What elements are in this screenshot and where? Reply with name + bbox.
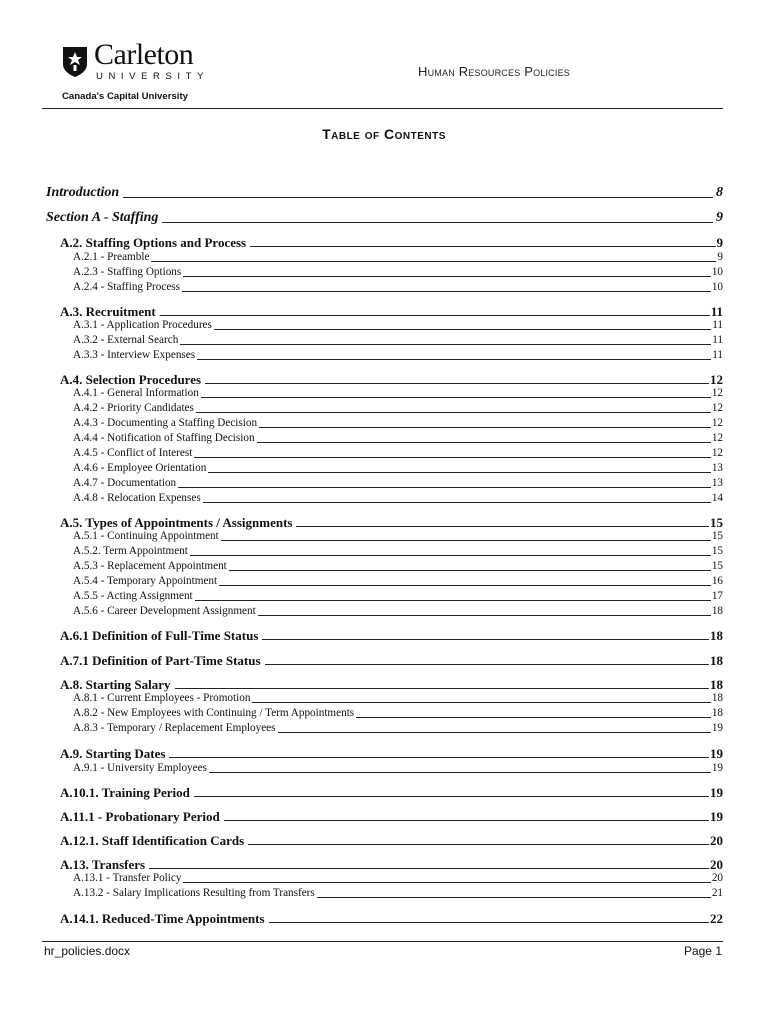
toc-chapter-entry[interactable] bbox=[60, 653, 723, 668]
toc-subentry[interactable] bbox=[73, 447, 723, 460]
toc-entry-label: A.13.2 - Salary Implications Resulting from Transfers bbox=[73, 887, 315, 899]
toc-leader-line bbox=[151, 261, 716, 262]
toc-subentry[interactable] bbox=[73, 251, 723, 264]
logo-university: UNIVERSITY bbox=[96, 71, 210, 82]
toc-leader-line bbox=[190, 555, 711, 556]
toc-entry-label: A.4.7 - Documentation bbox=[73, 477, 177, 489]
toc-entry-label: A.4.1 - General Information bbox=[73, 387, 199, 399]
toc-leader-line bbox=[262, 639, 709, 640]
toc-subentry[interactable] bbox=[73, 349, 723, 362]
toc-entry-label: A.5.6 - Career Development Assignment bbox=[73, 605, 256, 617]
toc-leader-line bbox=[221, 540, 711, 541]
toc-entry-label: A.4.2 - Priority Candidates bbox=[73, 402, 194, 414]
toc-leader-line bbox=[197, 359, 711, 360]
toc-heading: Table of Contents bbox=[322, 126, 446, 142]
footer-filename: hr_policies.docx bbox=[44, 944, 131, 958]
toc-chapter-entry[interactable] bbox=[60, 911, 723, 926]
toc-entry-page: 18 bbox=[711, 605, 723, 617]
toc-entry-label: A.3. Recruitment bbox=[60, 304, 156, 319]
toc-leader-line bbox=[265, 664, 709, 665]
toc-entry-label: A.4.3 - Documenting a Staffing Decision bbox=[73, 417, 258, 429]
toc-entry-label: A.5.5 - Acting Assignment bbox=[73, 590, 193, 602]
toc-entry-page: 12 bbox=[711, 447, 723, 459]
toc-subentry[interactable] bbox=[73, 575, 723, 588]
toc-leader-line bbox=[208, 472, 711, 473]
toc-subentry[interactable] bbox=[73, 722, 723, 735]
shield-icon bbox=[62, 46, 88, 78]
toc-entry-page: 8 bbox=[716, 185, 723, 200]
toc-chapter-entry[interactable] bbox=[60, 677, 723, 692]
toc-entry-page: 13 bbox=[711, 477, 723, 489]
toc-entry-page: 9 bbox=[717, 251, 723, 263]
toc-subentry[interactable] bbox=[73, 402, 723, 415]
toc-entry-label: A.5.3 - Replacement Appointment bbox=[73, 560, 227, 572]
toc-entry-label: A.11.1 - Probationary Period bbox=[60, 809, 220, 824]
toc-entry-page: 12 bbox=[710, 372, 723, 387]
toc-entry-page: 11 bbox=[710, 304, 723, 319]
toc-entry-label: A.5. Types of Appointments / Assignments bbox=[60, 515, 293, 530]
toc-leader-line bbox=[180, 344, 711, 345]
toc-entry-label: A.8.2 - New Employees with Continuing / Term Appointments bbox=[73, 707, 355, 719]
toc-leader-line bbox=[203, 502, 711, 503]
toc-entry-page: 20 bbox=[711, 872, 723, 884]
toc-entry-label: A.4.5 - Conflict of Interest bbox=[73, 447, 193, 459]
toc-entry-label: A.3.1 - Application Procedures bbox=[73, 319, 212, 331]
toc-subentry[interactable] bbox=[73, 492, 723, 505]
toc-subentry[interactable] bbox=[73, 266, 723, 279]
toc-subentry[interactable] bbox=[73, 387, 723, 400]
toc-leader-line bbox=[248, 844, 709, 845]
toc-leader-line bbox=[209, 772, 711, 773]
toc-subentry[interactable] bbox=[73, 762, 723, 775]
toc-entry-page: 15 bbox=[711, 560, 723, 572]
toc-entry-label: A.2.1 - Preamble bbox=[73, 251, 150, 263]
toc-entry-label: A.4. Selection Procedures bbox=[60, 372, 202, 387]
toc-subentry[interactable] bbox=[73, 319, 723, 332]
toc-entry-page: 11 bbox=[712, 334, 723, 346]
toc-entry-page: 18 bbox=[710, 677, 723, 692]
toc-entry-page: 10 bbox=[711, 266, 723, 278]
toc-section-entry[interactable] bbox=[46, 210, 723, 226]
toc-subentry[interactable] bbox=[73, 560, 723, 573]
toc-subentry[interactable] bbox=[73, 605, 723, 618]
toc-entry-page: 20 bbox=[710, 833, 723, 848]
toc-entry-label: A.5.2. Term Appointment bbox=[73, 545, 188, 557]
logo-tagline: Canada's Capital University bbox=[62, 91, 188, 102]
toc-entry-page: 19 bbox=[710, 785, 723, 800]
toc-subentry[interactable] bbox=[73, 462, 723, 475]
toc-entry-label: A.2.4 - Staffing Process bbox=[73, 281, 180, 293]
toc-entry-label: A.3.2 - External Search bbox=[73, 334, 179, 346]
toc-leader-line bbox=[160, 315, 710, 316]
toc-chapter-entry[interactable] bbox=[60, 857, 723, 872]
toc-entry-page: 12 bbox=[711, 402, 723, 414]
toc-leader-line bbox=[269, 922, 709, 923]
toc-entry-page: 9 bbox=[716, 210, 723, 225]
toc-leader-line bbox=[194, 457, 711, 458]
toc-leader-line bbox=[194, 796, 709, 797]
toc-subentry[interactable] bbox=[73, 872, 723, 885]
toc-entry-label: A.5.4 - Temporary Appointment bbox=[73, 575, 218, 587]
toc-chapter-entry[interactable] bbox=[60, 372, 723, 387]
toc-entry-label: A.14.1. Reduced-Time Appointments bbox=[60, 911, 265, 926]
toc-entry-page: 21 bbox=[711, 887, 723, 899]
toc-entry-page: 11 bbox=[712, 349, 723, 361]
toc-entry-label: A.8.3 - Temporary / Replacement Employees bbox=[73, 722, 276, 734]
toc-entry-page: 18 bbox=[710, 653, 723, 668]
toc-entry-page: 17 bbox=[711, 590, 723, 602]
toc-entry-label: A.5.1 - Continuing Appointment bbox=[73, 530, 219, 542]
toc-chapter-entry[interactable] bbox=[60, 833, 723, 848]
toc-entry-page: 10 bbox=[711, 281, 723, 293]
toc-entry-page: 14 bbox=[711, 492, 723, 504]
toc-entry-label: A.7.1 Definition of Part-Time Status bbox=[60, 653, 261, 668]
toc-leader-line bbox=[356, 717, 711, 718]
toc-entry-label: A.8. Starting Salary bbox=[60, 677, 171, 692]
toc-leader-line bbox=[205, 383, 709, 384]
toc-leader-line bbox=[196, 412, 711, 413]
toc-entry-label: Introduction bbox=[46, 185, 120, 200]
toc-leader-line bbox=[183, 276, 711, 277]
toc-entry-page: 16 bbox=[711, 575, 723, 587]
toc-entry-page: 18 bbox=[711, 692, 723, 704]
toc-entry-label: A.12.1. Staff Identification Cards bbox=[60, 833, 245, 848]
logo-wordmark: Carleton bbox=[94, 38, 194, 71]
toc-entry-page: 9 bbox=[716, 235, 723, 250]
toc-leader-line bbox=[229, 570, 711, 571]
toc-entry-label: A.4.4 - Notification of Staffing Decision bbox=[73, 432, 255, 444]
toc-entry-label: A.13. Transfers bbox=[60, 857, 146, 872]
toc-chapter-entry[interactable] bbox=[60, 628, 723, 643]
toc-entry-label: A.2. Staffing Options and Process bbox=[60, 235, 247, 250]
toc-entry-label: A.9. Starting Dates bbox=[60, 746, 166, 761]
toc-entry-page: 12 bbox=[711, 417, 723, 429]
toc-leader-line bbox=[178, 487, 711, 488]
toc-subentry[interactable] bbox=[73, 545, 723, 558]
toc-chapter-entry[interactable] bbox=[60, 785, 723, 800]
toc-entry-page: 15 bbox=[711, 545, 723, 557]
toc-entry-page: 20 bbox=[710, 857, 723, 872]
toc-subentry[interactable] bbox=[73, 707, 723, 720]
toc-entry-label: Section A - Staffing bbox=[46, 210, 159, 225]
toc-entry-page: 19 bbox=[711, 762, 723, 774]
toc-entry-label: A.10.1. Training Period bbox=[60, 785, 190, 800]
toc-leader-line bbox=[169, 757, 709, 758]
toc-entry-label: A.4.6 - Employee Orientation bbox=[73, 462, 207, 474]
toc-entry-label: A.2.3 - Staffing Options bbox=[73, 266, 182, 278]
header-divider bbox=[42, 108, 723, 109]
toc-entry-label: A.6.1 Definition of Full-Time Status bbox=[60, 628, 259, 643]
toc-entry-page: 19 bbox=[711, 722, 723, 734]
toc-leader-line bbox=[224, 820, 709, 821]
toc-subentry[interactable] bbox=[73, 281, 723, 294]
toc-leader-line bbox=[175, 688, 710, 689]
footer-page-number: Page 1 bbox=[683, 944, 722, 958]
toc-chapter-entry[interactable] bbox=[60, 746, 723, 761]
toc-leader-line bbox=[183, 882, 710, 883]
toc-subentry[interactable] bbox=[73, 590, 723, 603]
document-title: Human Resources Policies bbox=[418, 64, 570, 79]
toc-entry-page: 18 bbox=[710, 628, 723, 643]
toc-entry-page: 19 bbox=[710, 809, 723, 824]
toc-chapter-entry[interactable] bbox=[60, 304, 723, 319]
toc-entry-page: 12 bbox=[711, 432, 723, 444]
toc-subentry[interactable] bbox=[73, 334, 723, 347]
toc-leader-line bbox=[149, 868, 709, 869]
toc-subentry[interactable] bbox=[73, 432, 723, 445]
toc-entry-label: A.8.1 - Current Employees - Promotion bbox=[73, 692, 251, 704]
toc-chapter-entry[interactable] bbox=[60, 515, 723, 530]
toc-leader-line bbox=[257, 442, 711, 443]
toc-entry-page: 15 bbox=[710, 515, 723, 530]
toc-leader-line bbox=[201, 397, 711, 398]
toc-subentry[interactable] bbox=[73, 887, 723, 900]
toc-leader-line bbox=[162, 222, 713, 223]
toc-leader-line bbox=[182, 291, 711, 292]
toc-chapter-entry[interactable] bbox=[60, 809, 723, 824]
toc-leader-line bbox=[252, 702, 710, 703]
toc-section-entry[interactable] bbox=[46, 185, 723, 201]
toc-entry-page: 18 bbox=[711, 707, 723, 719]
toc-subentry[interactable] bbox=[73, 692, 723, 705]
toc-subentry[interactable] bbox=[73, 530, 723, 543]
footer-divider bbox=[42, 941, 723, 942]
toc-leader-line bbox=[195, 600, 711, 601]
toc-leader-line bbox=[219, 585, 711, 586]
toc-subentry[interactable] bbox=[73, 477, 723, 490]
toc-entry-page: 13 bbox=[711, 462, 723, 474]
toc-leader-line bbox=[259, 427, 711, 428]
toc-chapter-entry[interactable] bbox=[60, 235, 723, 250]
toc-entry-page: 19 bbox=[710, 746, 723, 761]
toc-entry-label: A.13.1 - Transfer Policy bbox=[73, 872, 182, 884]
toc-entry-page: 22 bbox=[710, 911, 723, 926]
toc-entry-page: 11 bbox=[712, 319, 723, 331]
toc-leader-line bbox=[278, 732, 711, 733]
toc-entry-label: A.3.3 - Interview Expenses bbox=[73, 349, 196, 361]
carleton-logo bbox=[62, 38, 212, 104]
toc-leader-line bbox=[258, 615, 711, 616]
toc-leader-line bbox=[123, 197, 713, 198]
toc-subentry[interactable] bbox=[73, 417, 723, 430]
toc-entry-page: 15 bbox=[711, 530, 723, 542]
toc-entry-page: 12 bbox=[711, 387, 723, 399]
toc-leader-line bbox=[250, 246, 715, 247]
toc-leader-line bbox=[214, 329, 711, 330]
toc-entry-label: A.9.1 - University Employees bbox=[73, 762, 207, 774]
toc-leader-line bbox=[296, 526, 709, 527]
toc-leader-line bbox=[317, 897, 711, 898]
toc-entry-label: A.4.8 - Relocation Expenses bbox=[73, 492, 201, 504]
